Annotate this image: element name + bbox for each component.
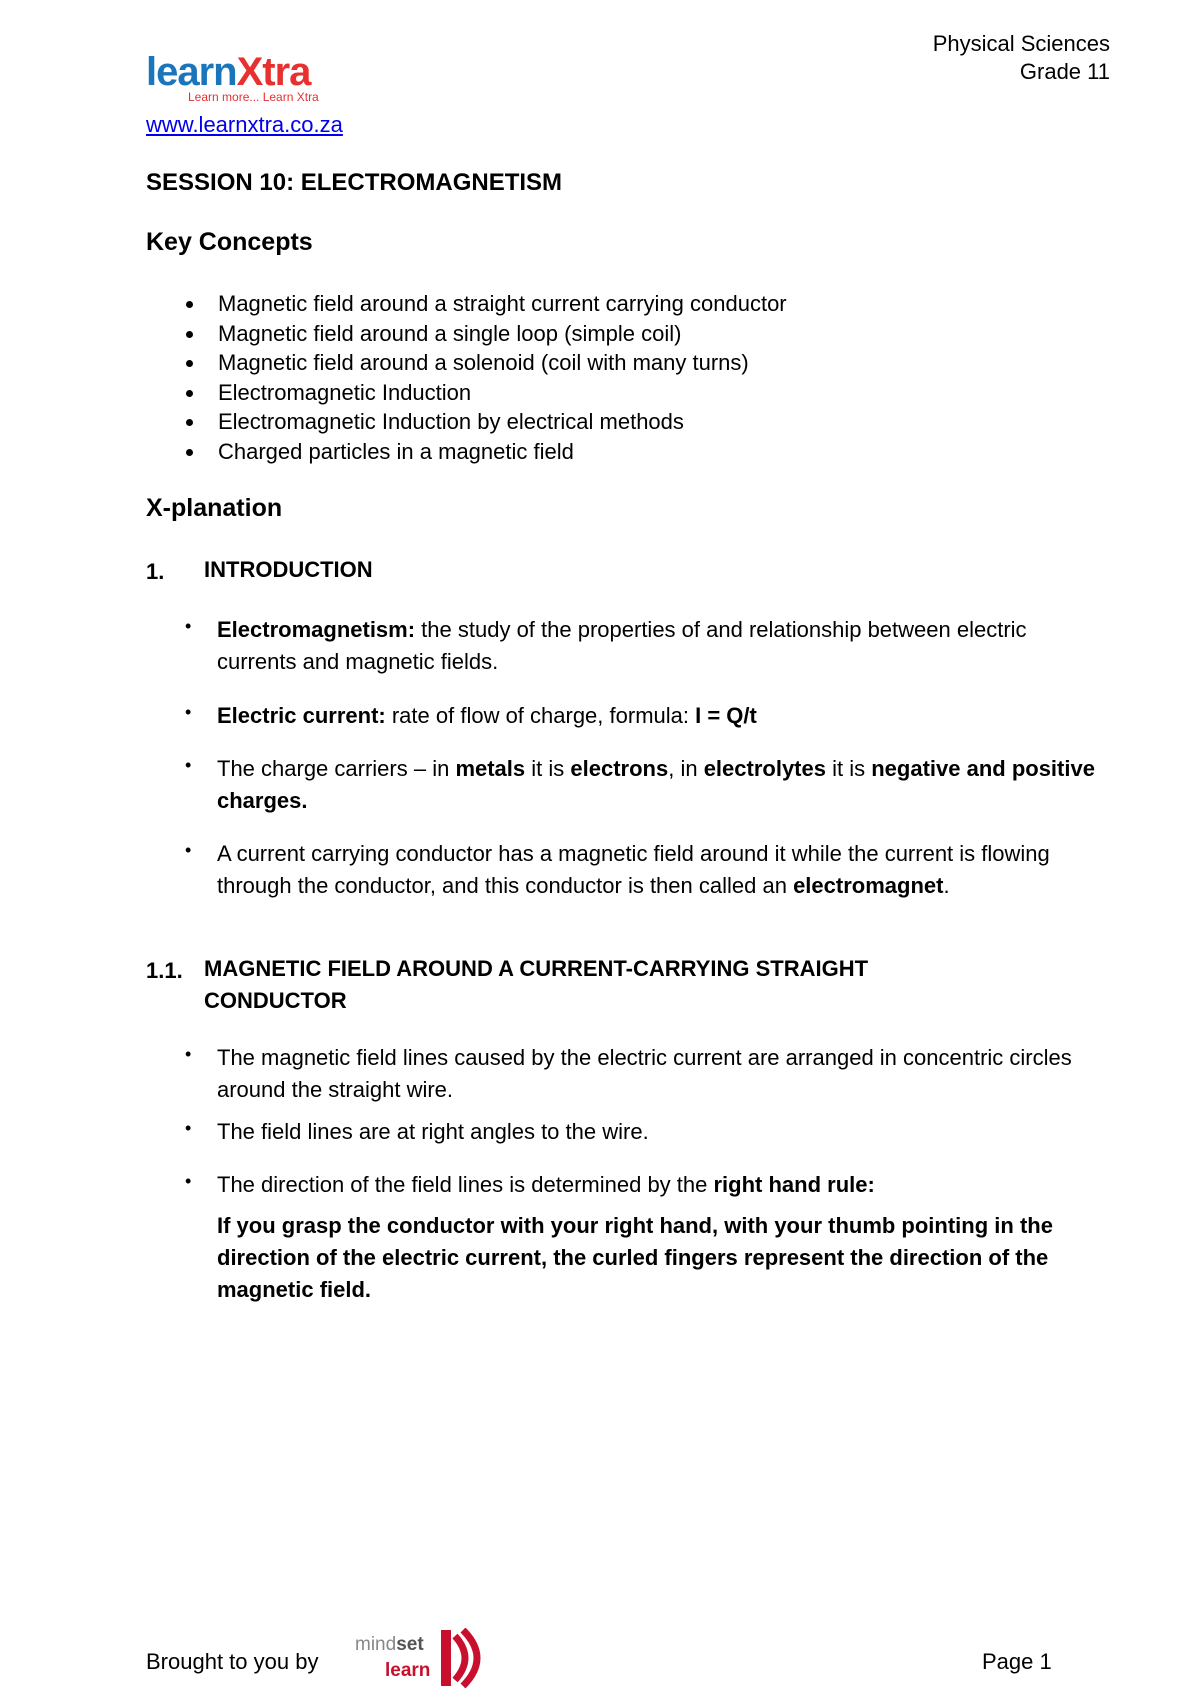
logo-wordmark: learnXtra [146, 50, 311, 94]
key-concepts-heading: Key Concepts [146, 228, 313, 256]
bullet-icon [186, 301, 193, 308]
logo-tagline: Learn more... Learn Xtra [188, 90, 319, 104]
paragraph-concentric-circles: The magnetic field lines caused by the electric current are arranged in concentric circles around the straight wire. [217, 1045, 1072, 1102]
list-item: Charged particles in a magnetic field [146, 437, 787, 467]
bullet-icon: • [185, 1171, 192, 1191]
subsection-number: 1.1. [146, 958, 183, 983]
footer-credit: Brought to you by [146, 1649, 319, 1674]
bullet-icon [186, 331, 193, 338]
bullet-icon: • [185, 1118, 192, 1138]
grade-label: Grade 11 [1019, 59, 1110, 84]
paragraph-right-hand-rule: The direction of the field lines is determined by the right hand rule: [217, 1172, 875, 1197]
bullet-icon: • [185, 702, 192, 722]
learnxtra-logo [146, 52, 346, 108]
list-item: Magnetic field around a solenoid (coil with many turns) [146, 348, 787, 378]
section-title: INTRODUCTION [204, 557, 373, 582]
xplanation-heading: X-planation [146, 494, 283, 522]
mindset-mark-icon [355, 1628, 495, 1688]
svg-text:learn: learn [385, 1660, 431, 1681]
bullet-icon: • [185, 755, 192, 775]
subject-label: Physical Sciences [932, 31, 1110, 56]
bullet-icon [186, 419, 193, 426]
subsection-title: MAGNETIC FIELD AROUND A CURRENT-CARRYING STRAIGHT CONDUCTOR [204, 956, 869, 1013]
paragraph-electromagnetism: Electromagnetism: the study of the properties of and relationship between electric currents and magnetic fields. [217, 617, 1027, 674]
svg-text:mindset: mindset [355, 1634, 424, 1655]
document-header [933, 30, 1110, 86]
bullet-icon [186, 360, 193, 367]
paragraph-electromagnet: A current carrying conductor has a magnetic field around it while the current is flowing through the conductor, and this conductor is then called an electromagnet. [217, 841, 1050, 898]
bullet-icon: • [185, 1044, 192, 1064]
list-item: Magnetic field around a single loop (simple coil) [146, 319, 787, 349]
mindset-learn-logo [355, 1628, 495, 1688]
bullet-icon: • [185, 616, 192, 636]
bullet-icon [186, 449, 193, 456]
page-number: Page 1 [982, 1649, 1052, 1674]
list-item: Electromagnetic Induction by electrical methods [146, 407, 787, 437]
bullet-icon [186, 390, 193, 397]
list-item: Electromagnetic Induction [146, 378, 787, 408]
website-link[interactable]: www.learnxtra.co.za [146, 112, 343, 137]
list-item: Magnetic field around a straight current carrying conductor [146, 289, 787, 319]
session-title: SESSION 10: ELECTROMAGNETISM [146, 169, 563, 196]
paragraph-charge-carriers: The charge carriers – in metals it is electrons, in electrolytes it is negative and positive charges. [217, 756, 1095, 813]
key-concepts-list [146, 289, 787, 466]
paragraph-right-angles: The field lines are at right angles to the wire. [217, 1119, 649, 1144]
section-number: 1. [146, 559, 165, 584]
paragraph-electric-current: Electric current: rate of flow of charge, formula: I = Q/t [217, 703, 757, 728]
right-hand-rule-statement: If you grasp the conductor with your right hand, with your thumb pointing in the direction of the electric current, the curled fingers represent the direction of the magnetic field. [217, 1213, 1053, 1302]
bullet-icon: • [185, 840, 192, 860]
